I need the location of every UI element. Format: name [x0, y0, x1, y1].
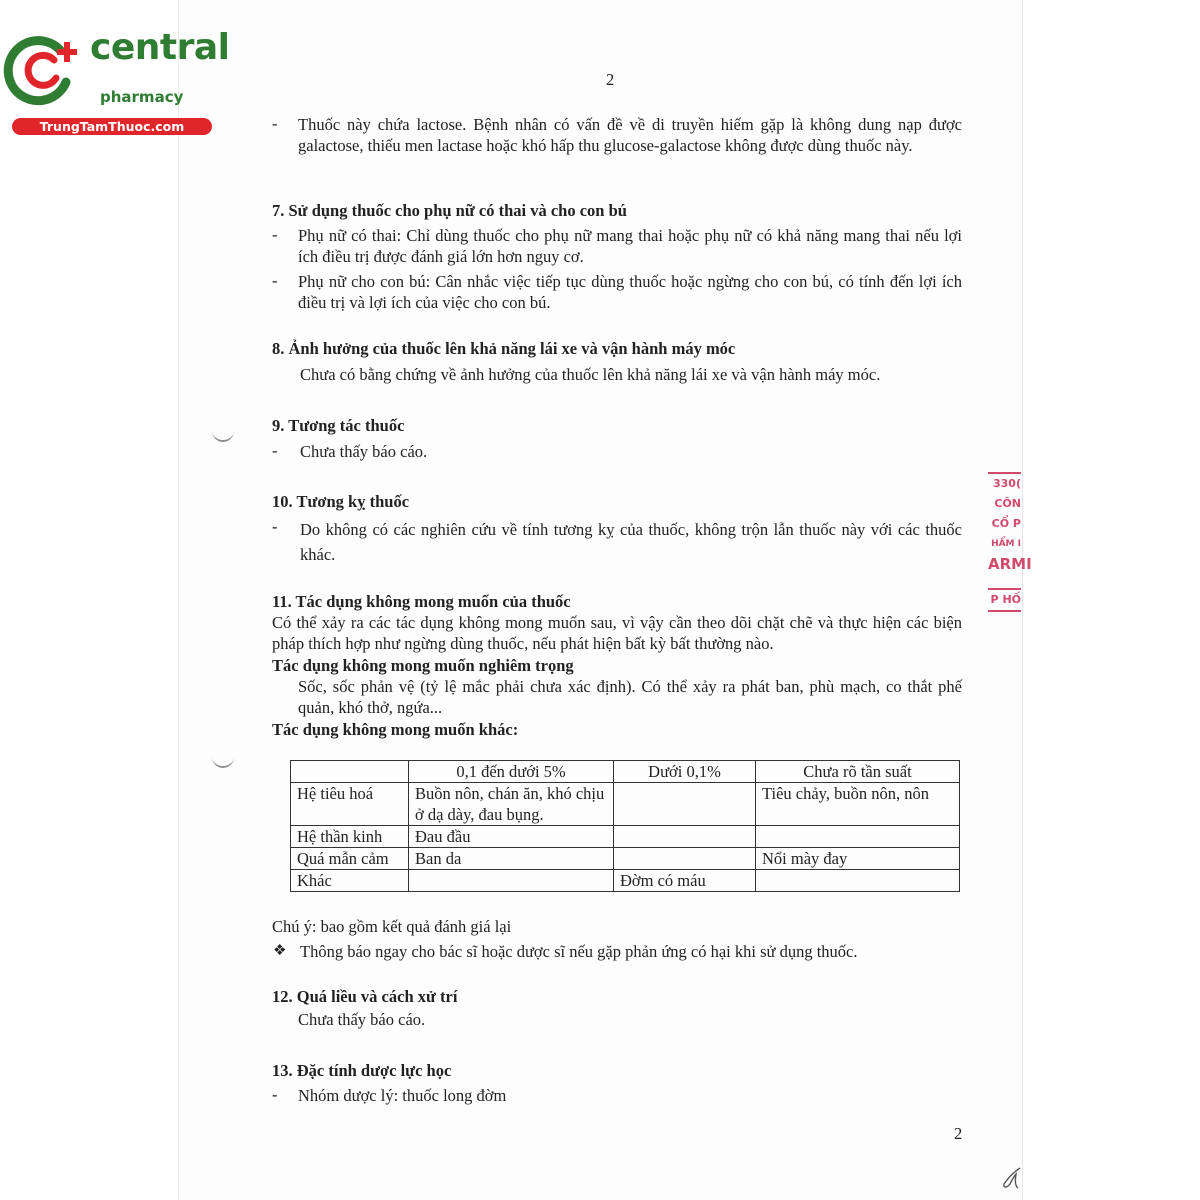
table-cell: Quá mẫn cảm	[291, 848, 409, 870]
table-cell	[756, 826, 960, 848]
table-cell: Buồn nôn, chán ăn, khó chịu ở dạ dày, đau bụng.	[409, 783, 614, 826]
lactose-note: Thuốc này chứa lactose. Bệnh nhân có vấn đề về di truyền hiếm gặp là không dung nạp được galactose, thiếu men lactase hoặc khó hấp thu glucose-galactose không được dùng thuốc này.	[298, 115, 962, 155]
other-effects-title: Tác dụng không mong muốn khác:	[272, 720, 519, 739]
table-header-cell: 0,1 đến dưới 5%	[409, 761, 614, 783]
table-cell	[614, 783, 756, 826]
bullet-dash: -	[272, 225, 278, 244]
table-cell: Ban da	[409, 848, 614, 870]
table-cell	[409, 870, 614, 892]
table-row	[291, 826, 960, 848]
logo-site-band: TrungTamThuoc.com	[12, 118, 212, 135]
section-7-title: 7. Sử dụng thuốc cho phụ nữ có thai và cho con bú	[272, 201, 627, 220]
bullet-dash: -	[272, 1085, 278, 1104]
company-stamp-fragment	[988, 472, 1032, 627]
diamond-bullet-icon: ❖	[273, 943, 287, 959]
central-pharmacy-logo	[8, 27, 230, 136]
table-row	[291, 783, 960, 826]
section-12-body: Chưa thấy báo cáo.	[298, 1010, 426, 1029]
table-row	[291, 848, 960, 870]
adverse-effects-table	[290, 760, 960, 892]
pharmacy-cross-icon	[8, 36, 84, 106]
section-11-title: 11. Tác dụng không mong muốn của thuốc	[272, 592, 571, 611]
table-cell: Nổi mày đay	[756, 848, 960, 870]
table-header-row	[291, 761, 960, 783]
section-11-intro: Có thể xảy ra các tác dụng không mong muốn sau, vì vậy cần theo dõi chặt chẽ và thực hiện các biện pháp thích hợp như ngừng dùng thuốc, nếu phát hiện bất kỳ bất thường nào.	[272, 613, 962, 653]
bullet-dash: -	[272, 271, 278, 290]
serious-effects-title: Tác dụng không mong muốn nghiêm trọng	[272, 656, 574, 675]
logo-name: central	[90, 27, 230, 68]
table-cell	[614, 848, 756, 870]
stamp-text: P HỐ	[988, 588, 1021, 612]
table-cell: Khác	[291, 870, 409, 892]
table-cell: Hệ tiêu hoá	[291, 783, 409, 826]
table-header-cell	[291, 761, 409, 783]
section-13-title: 13. Đặc tính dược lực học	[272, 1061, 452, 1080]
footer-page-number: 2	[954, 1124, 963, 1143]
handwritten-initial	[1000, 1166, 1024, 1192]
section-8-body: Chưa có bằng chứng về ảnh hưởng của thuốc lên khả năng lái xe và vận hành máy móc.	[300, 365, 881, 384]
section-10-title: 10. Tương kỵ thuốc	[272, 492, 410, 511]
header-page-number: 2	[606, 70, 615, 89]
section-9-body: Chưa thấy báo cáo.	[300, 442, 428, 461]
table-header-cell: Dưới 0,1%	[614, 761, 756, 783]
table-header-cell: Chưa rõ tần suất	[756, 761, 960, 783]
bullet-dash: -	[272, 441, 278, 460]
table-cell: Hệ thần kinh	[291, 826, 409, 848]
section-13-item-1: Nhóm dược lý: thuốc long đờm	[298, 1086, 507, 1105]
table-cell: Tiêu chảy, buồn nôn, nôn	[756, 783, 960, 826]
bullet-dash: -	[272, 517, 278, 536]
section-9-title: 9. Tương tác thuốc	[272, 416, 405, 435]
serious-effects-body: Sốc, sốc phản vệ (tỷ lệ mắc phải chưa xác định). Có thể xảy ra phát ban, phù mạch, co thắt phế quản, khó thở, ngứa...	[298, 677, 962, 717]
table-cell	[614, 826, 756, 848]
table-row	[291, 870, 960, 892]
section-7-item-1: Phụ nữ có thai: Chỉ dùng thuốc cho phụ nữ mang thai hoặc phụ nữ có khả năng mang thai nếu lợi ích điều trị được đánh giá lớn hơn nguy cơ.	[298, 226, 962, 266]
section-8-title: 8. Ảnh hưởng của thuốc lên khả năng lái xe và vận hành máy móc	[272, 339, 736, 358]
stamp-text: 330(	[988, 472, 1021, 494]
bullet-dash: -	[272, 114, 278, 133]
note-text: Chú ý: bao gồm kết quả đánh giá lại	[272, 917, 512, 936]
table-cell: Đờm có máu	[614, 870, 756, 892]
table-cell: Đau đầu	[409, 826, 614, 848]
stamp-text: HẨM I	[991, 539, 1021, 549]
notice-text: Thông báo ngay cho bác sĩ hoặc dược sĩ nếu gặp phản ứng có hại khi sử dụng thuốc.	[300, 942, 858, 961]
stamp-text: CỔ P	[991, 517, 1021, 530]
stamp-text: CÔN	[994, 497, 1021, 510]
section-10-body: Do không có các nghiên cứu về tính tương kỵ của thuốc, không trộn lẫn thuốc này với các thuốc khác.	[300, 520, 962, 564]
table-cell	[756, 870, 960, 892]
stamp-text: ARMI	[988, 555, 1032, 573]
section-7-item-2: Phụ nữ cho con bú: Cân nhắc việc tiếp tục dùng thuốc hoặc ngừng cho con bú, có tính đến lợi ích điều trị và lợi ích của việc cho con bú.	[298, 272, 962, 312]
section-12-title: 12. Quá liều và cách xử trí	[272, 987, 458, 1006]
logo-subtitle: pharmacy	[100, 88, 184, 106]
